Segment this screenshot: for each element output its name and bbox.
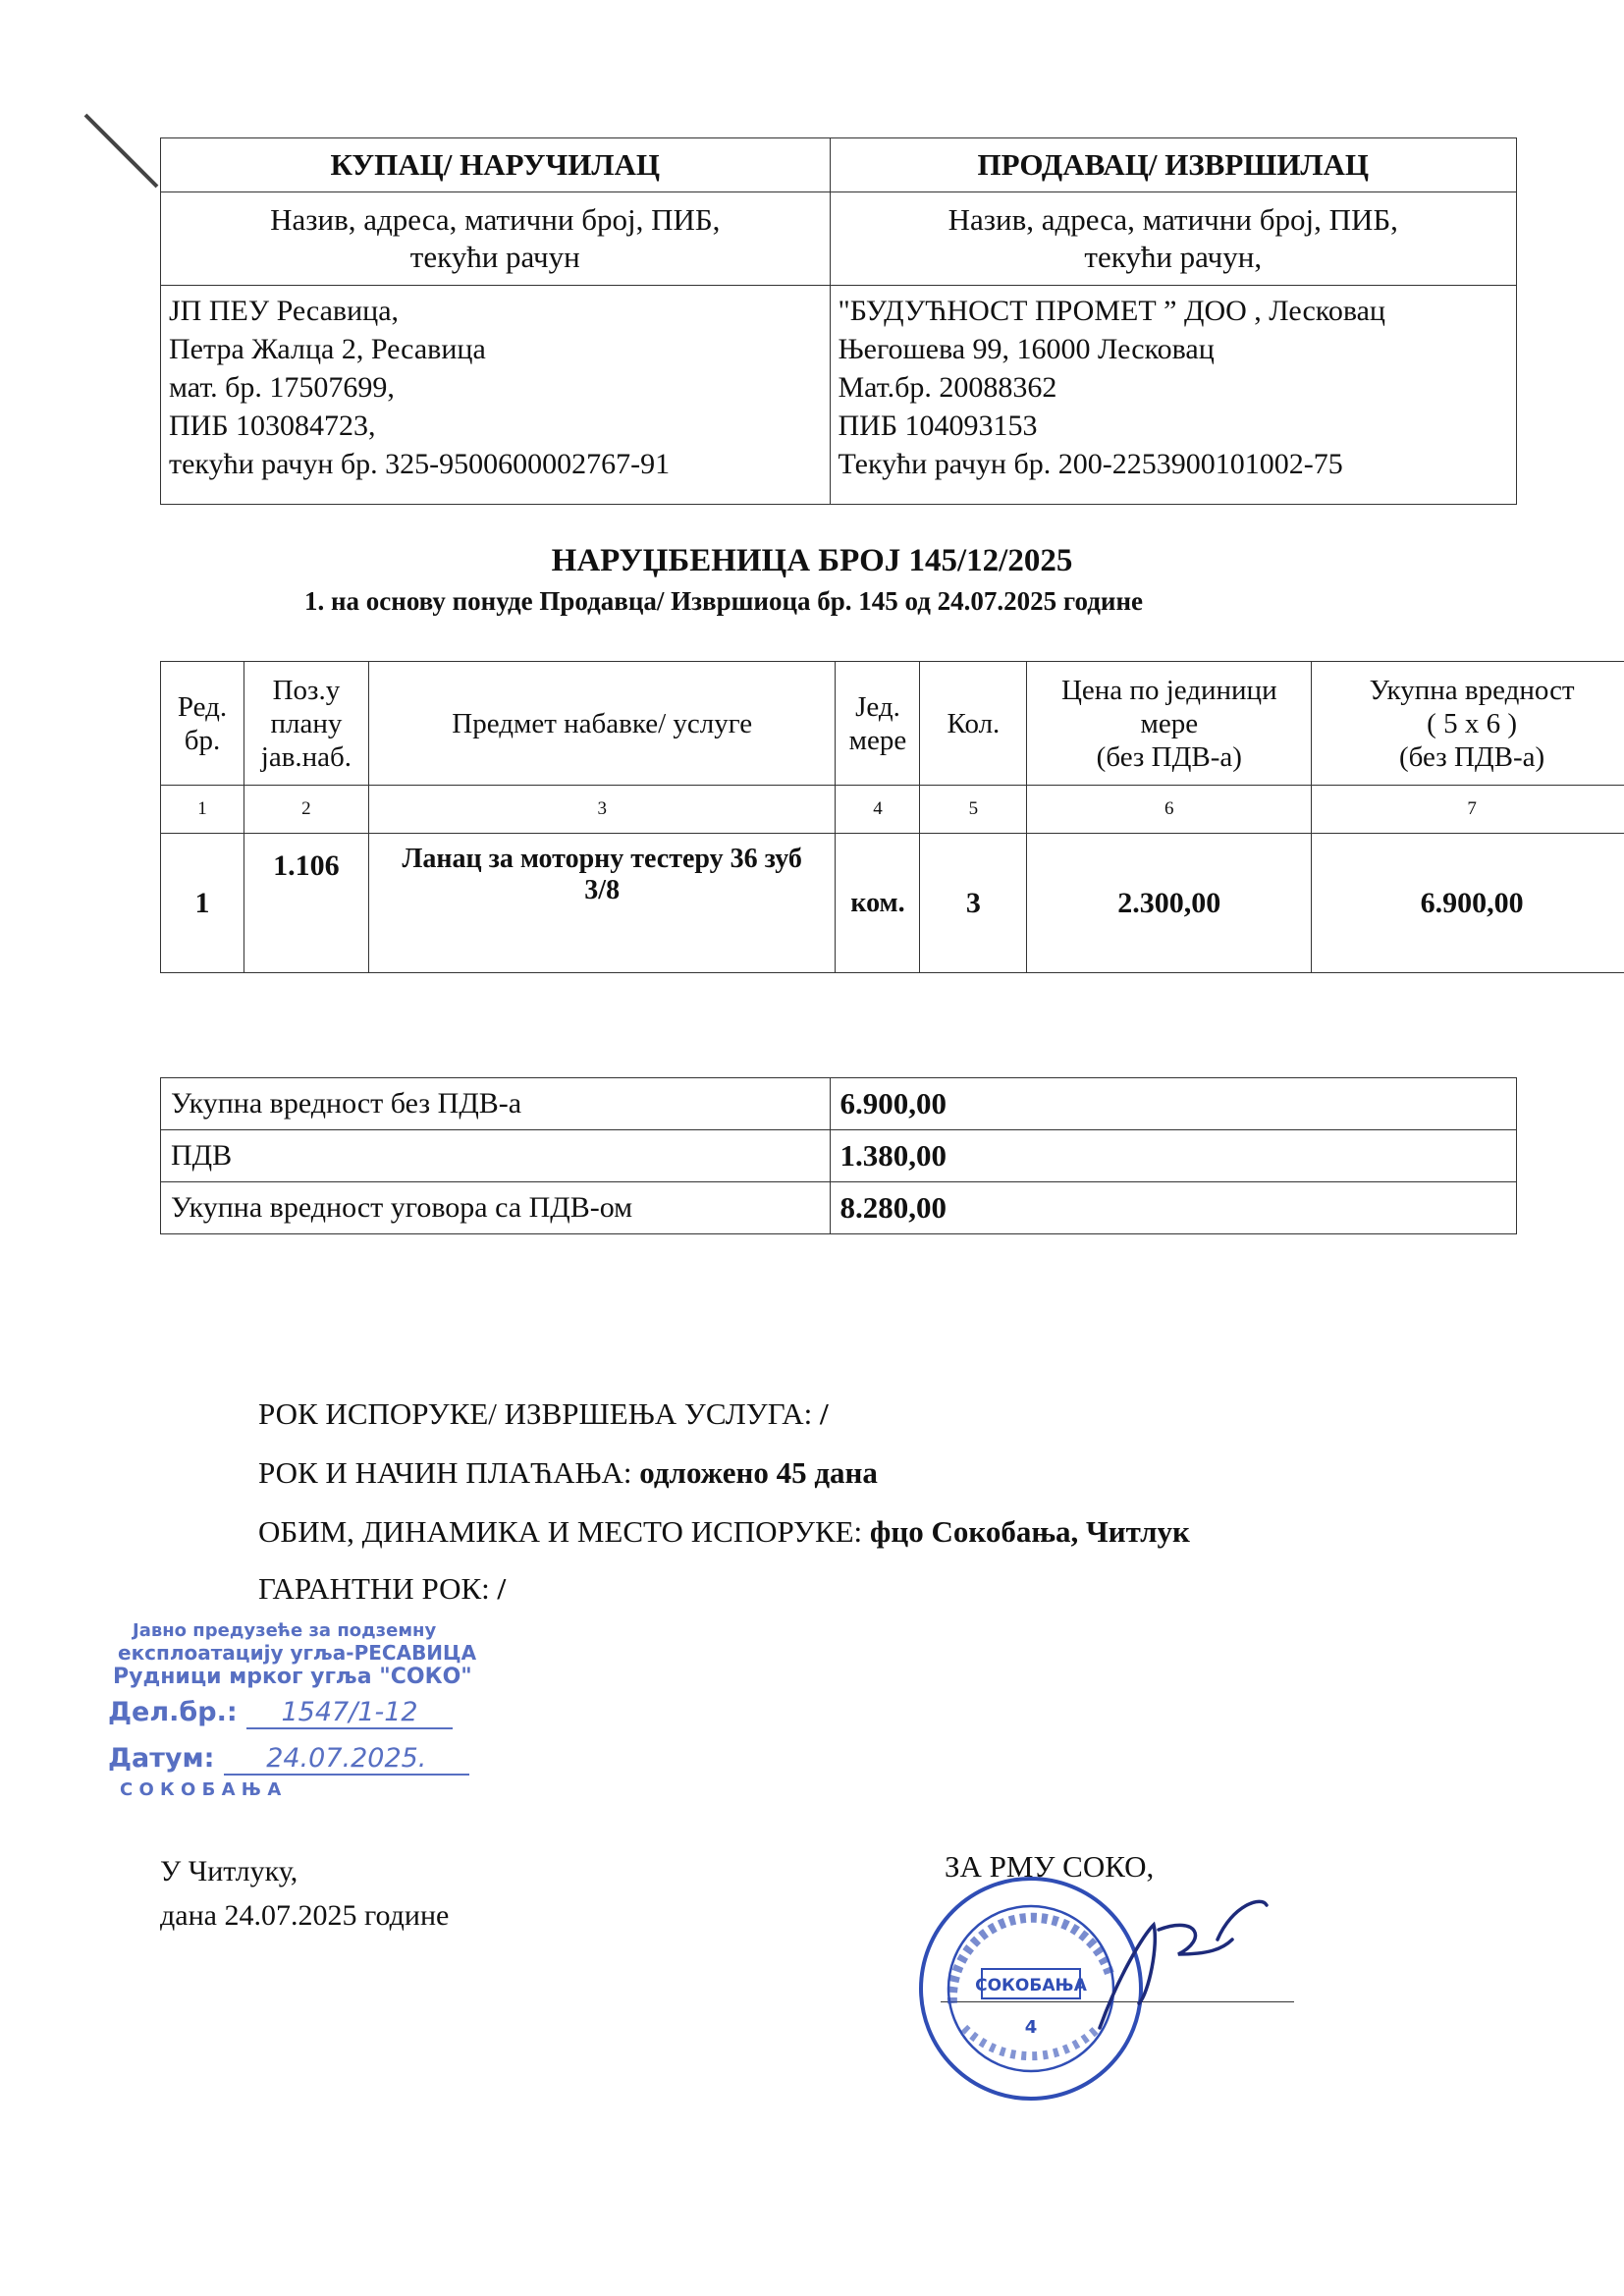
row-subject: Ланац за моторну тестеру 36 зуб 3/8 — [368, 834, 836, 973]
parties-table — [160, 137, 1517, 505]
pen-mark — [83, 113, 162, 191]
row-plan-position: 1.106 — [244, 834, 368, 973]
seller-header: ПРОДАВАЦ/ ИЗВРШИЛАЦ — [830, 138, 1517, 192]
buyer-info: ЈП ПЕУ Ресавица, Петра Жалца 2, Ресавица мат. бр. 17507699, ПИБ 103084723, текући рачун бр. 325-9500600002767-91 — [161, 286, 831, 505]
total-value: 6.900,00 — [830, 1078, 1517, 1130]
header-subject: Предмет набавке/ услуге — [368, 662, 836, 786]
grand-total-value: 8.280,00 — [830, 1182, 1517, 1234]
column-number: 2 — [244, 786, 368, 834]
row-no: 1 — [161, 834, 244, 973]
document-subtitle: 1. на основу понуде Продавца/ Извршиоца бр. 145 од 24.07.2025 године — [304, 586, 1143, 616]
place-and-date: У Читлуку, дана 24.07.2025 године — [160, 1855, 450, 1932]
header-total-value: Укупна вредност ( 5 x 6 ) (без ПДВ-а) — [1312, 662, 1624, 786]
table-row — [161, 1130, 1517, 1182]
signature-icon — [1060, 1886, 1276, 2033]
buyer-header: КУПАЦ/ НАРУЧИЛАЦ — [161, 138, 831, 192]
svg-text:СОКОБАЊА: СОКОБАЊА — [975, 1976, 1087, 1995]
registry-stamp: Јавно предузеће за подземну експлоатацију угља-РЕСАВИЦА Рудници мрког угља "СОКО" Дел.бр.: 1547/1-12 Датум: 24.07.2025. С О К О Б А Њ А — [108, 1620, 477, 1800]
totals-table — [160, 1077, 1517, 1234]
warranty-term: ГАРАНТНИ РОК: / — [258, 1571, 507, 1606]
header-plan-position: Поз.у плану јав.наб. — [244, 662, 368, 786]
header-unit: Јед. мере — [836, 662, 920, 786]
header-quantity: Кол. — [920, 662, 1027, 786]
delivery-place: ОБИМ, ДИНАМИКА И МЕСТО ИСПОРУКЕ: фцо Сокобања, Читлук — [258, 1514, 1190, 1549]
column-number: 3 — [368, 786, 836, 834]
seller-description: Назив, адреса, матични број, ПИБ, текући рачун, — [830, 192, 1517, 286]
payment-term: РОК И НАЧИН ПЛАЋАЊА: одложено 45 дана — [258, 1455, 878, 1490]
row-unit: ком. — [836, 834, 920, 973]
table-row — [161, 1182, 1517, 1234]
row-quantity: 3 — [920, 834, 1027, 973]
column-number: 7 — [1312, 786, 1624, 834]
document-title: НАРУЏБЕНИЦА БРОЈ 145/12/2025 — [551, 543, 1073, 578]
column-number: 4 — [836, 786, 920, 834]
delivery-term: РОК ИСПОРУКЕ/ ИЗВРШЕЊА УСЛУГА: / — [258, 1396, 829, 1431]
buyer-description: Назив, адреса, матични број, ПИБ, текући рачун — [161, 192, 831, 286]
row-unit-price: 2.300,00 — [1027, 834, 1312, 973]
column-number-row — [161, 786, 1624, 834]
header-row-no: Ред. бр. — [161, 662, 244, 786]
table-row — [161, 1078, 1517, 1130]
svg-text:4: 4 — [1024, 2017, 1038, 2038]
row-total: 6.900,00 — [1312, 834, 1624, 973]
column-number: 5 — [920, 786, 1027, 834]
vat-label: ПДВ — [161, 1130, 831, 1182]
items-table — [160, 661, 1624, 973]
seller-info: "БУДУЋНОСТ ПРОМЕТ ” ДОО , Лесковац Његошева 99, 16000 Лесковац Мат.бр. 20088362 ПИБ 104093153 Текући рачун бр. 200-2253900101002-75 — [830, 286, 1517, 505]
total-label: Укупна вредност без ПДВ-а — [161, 1078, 831, 1130]
header-unit-price: Цена по јединици мере (без ПДВ-а) — [1027, 662, 1312, 786]
vat-value: 1.380,00 — [830, 1130, 1517, 1182]
table-row — [161, 834, 1624, 973]
column-number: 1 — [161, 786, 244, 834]
grand-total-label: Укупна вредност уговора са ПДВ-ом — [161, 1182, 831, 1234]
signature-label: ЗА РМУ СОКО, — [945, 1849, 1155, 1884]
column-number: 6 — [1027, 786, 1312, 834]
